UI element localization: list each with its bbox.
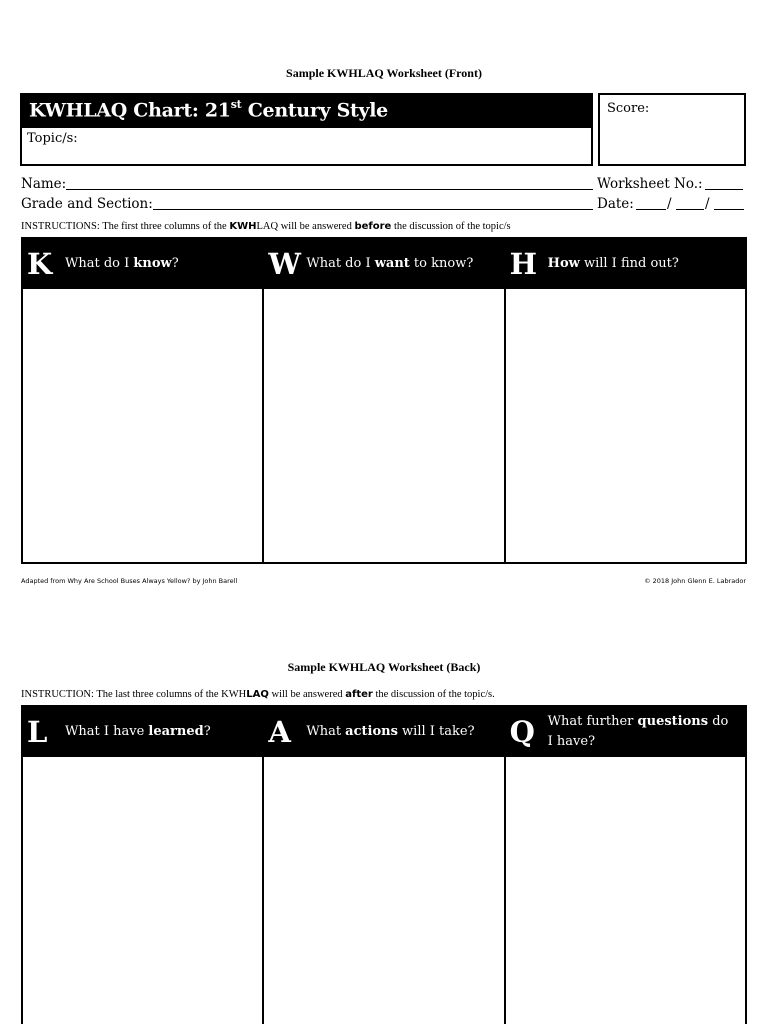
column-letter: L [27,714,48,749]
title-superscript: st [230,98,242,111]
date-slash: / [667,196,672,212]
column-letter: W [268,246,301,281]
date-year-blank[interactable] [714,196,744,210]
column-header [264,707,503,757]
column-letter: K [27,246,53,281]
question-text: will I take? [397,724,475,739]
title-box [20,93,593,166]
column-question [306,254,481,274]
score-label: Score: [607,101,650,116]
answer-area-k[interactable] [23,289,262,562]
question-text: What do I [65,256,134,271]
column-question [306,722,482,742]
instructions-bold: before [354,221,392,232]
title-main: KWHLAQ Chart: 21 [29,99,231,122]
column-letter: A [268,714,291,749]
question-text: to know? [409,256,474,271]
grade-section-blank[interactable] [153,196,593,210]
grade-section-label: Grade and Section: [21,196,153,212]
question-keyword: How [547,256,580,271]
instructions-bold: KWH [229,221,257,232]
instructions-text: LAQ will be answered [256,221,355,232]
instructions-text: INSTRUCTIONS: The first three columns of the [21,221,230,232]
question-keyword: actions [345,724,398,739]
topic-field[interactable]: Topic/s: [27,131,78,146]
name-row [21,176,747,194]
answer-area-w[interactable] [264,289,503,562]
question-text: ? [171,256,179,271]
name-blank[interactable] [66,176,593,190]
column-a [264,707,505,1024]
question-keyword: learned [148,724,204,739]
instructions-text: will be answered [268,689,346,700]
instructions-back [21,689,747,700]
column-q [506,707,745,1024]
date-slash: / [705,196,710,212]
column-question [548,254,687,274]
worksheet-no-blank[interactable] [705,176,743,190]
grade-row [21,196,747,214]
column-question [65,722,219,742]
worksheet-title [22,95,591,128]
instructions-text: the discussion of the topic/s. [372,689,495,700]
column-header [506,239,745,289]
answer-area-a[interactable] [264,757,503,1024]
worksheet-no-label: Worksheet No.: [597,176,703,192]
page-caption-back: Sample KWHLAQ Worksheet (Back) [287,660,481,674]
question-text: do I have? [547,714,729,749]
question-text: What further [547,714,638,729]
column-header [23,239,262,289]
laq-chart [21,705,747,1024]
column-w [264,239,505,562]
date-day-blank[interactable] [676,196,704,210]
date-label: Date: [597,196,634,212]
column-header [506,707,745,757]
instructions-text: INSTRUCTION: The last three columns of the KWH [21,689,247,700]
column-header [264,239,503,289]
kwh-chart [21,237,747,564]
question-keyword: want [374,256,410,271]
name-label: Name: [21,176,67,192]
column-question [548,712,745,752]
answer-area-l[interactable] [23,757,262,1024]
column-h [506,239,745,562]
question-text: What do I [306,256,375,271]
answer-area-h[interactable] [506,289,745,562]
question-text: What [306,724,346,739]
column-question [65,254,187,274]
page-caption-front: Sample KWHLAQ Worksheet (Front) [286,66,482,80]
instructions-front [21,221,747,232]
column-l [23,707,264,1024]
question-keyword: know [133,256,172,271]
footer-copyright: © 2018 John Glenn E. Labrador [644,577,746,585]
column-letter: H [509,246,538,281]
question-text: What I have [65,724,149,739]
question-text: ? [203,724,211,739]
footer-attribution: Adapted from Why Are School Buses Always Yellow? by John Barell [21,577,238,585]
score-field[interactable] [598,93,746,166]
question-keyword: questions [637,714,709,729]
instructions-bold: LAQ [246,689,269,700]
date-month-blank[interactable] [636,196,666,210]
instructions-text: the discussion of the topic/s [391,221,511,232]
title-rest: Century Style [241,99,388,122]
question-text: will I find out? [579,256,679,271]
column-letter: Q [509,714,535,749]
column-header [23,707,262,757]
column-k [23,239,264,562]
instructions-bold: after [345,689,373,700]
answer-area-q[interactable] [506,757,745,1024]
